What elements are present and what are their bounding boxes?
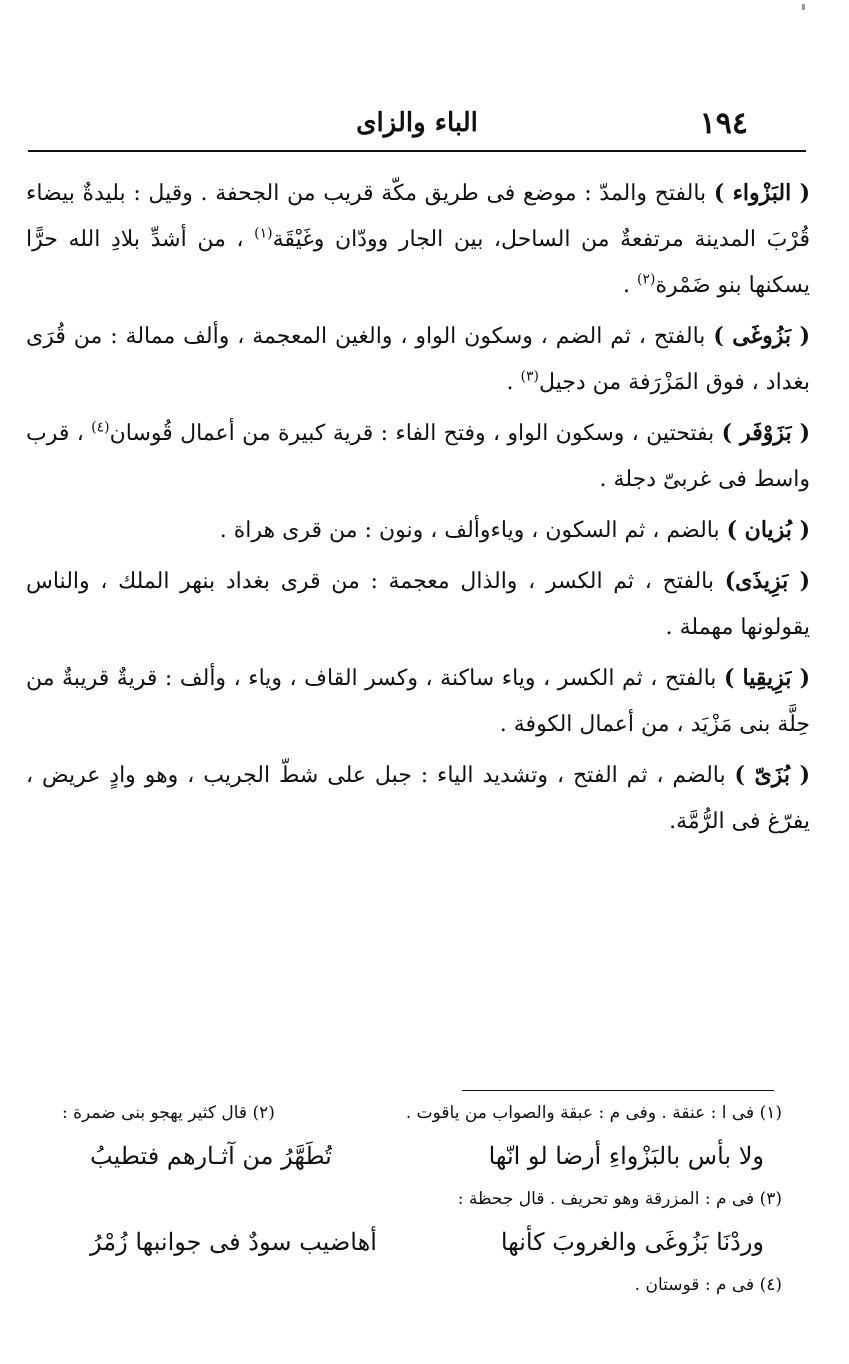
entry-text: ، من أشدِّ بلادِ الله حرًّا يسكنها بنو ضَمْرة xyxy=(26,227,810,298)
footnote-3: (٣) فى م : المزرقة وهو تحريف . قال جحظة : xyxy=(457,1189,782,1209)
entry-bazwa xyxy=(26,170,810,309)
entry-text: بالفتح ، ثم الكسر ، وياء ساكنة ، وكسر القاف ، وياء ، وألف : قريةٌ قريبةٌ من حِلَّة بنى مَزْيَد ، من أعمال الكوفة . xyxy=(26,666,810,737)
scan-speck xyxy=(802,4,805,10)
verse-line xyxy=(62,1216,782,1268)
entry-buzyan xyxy=(26,507,810,554)
page-header xyxy=(28,104,806,144)
entry-bazughi xyxy=(26,313,810,406)
footnote-line xyxy=(62,1096,782,1130)
verse-hemistich-first: وردْنَا بَزُوغَى والغروبَ كأنها xyxy=(500,1228,764,1256)
entry-text: بفتحتين ، وسكون الواو ، وفتح الفاء : قرية كبيرة من أعمال قُوسان xyxy=(109,421,722,446)
entry-headword: ( بُزَىّ ) xyxy=(734,762,810,788)
footnote-ref: (٤) xyxy=(91,419,110,436)
entry-text: بالضم ، ثم السكون ، وياءوألف ، ونون : من قرى هراة . xyxy=(219,518,727,543)
entry-text: بالضم ، ثم الفتح ، وتشديد الياء : جبل على شطّ الجريب ، وهو وادٍ عريض ، يفرّغ فى الرُّمَّة. xyxy=(26,763,810,834)
footnote-2: (٢) قال كثير يهجو بنى ضمرة : xyxy=(62,1103,275,1123)
footnote-4: (٤) فى م : قوستان . xyxy=(634,1275,782,1295)
entry-baziqiya xyxy=(26,655,810,748)
entry-headword: ( البَزْواء ) xyxy=(713,180,810,206)
verse-hemistich-second: تُطَهَّرُ من آثـارهم فتطيبُ xyxy=(90,1142,332,1170)
entry-headword: ( بَزَوْفَر ) xyxy=(721,420,810,446)
entry-text: بالفتح ، ثم الكسر ، والذال معجمة : من قرى بغداد بنهر الملك ، والناس يقولونها مهملة . xyxy=(26,569,810,640)
entry-bazawfar xyxy=(26,410,810,503)
verse-line xyxy=(62,1130,782,1182)
entry-headword: ( بَزِيذَى) xyxy=(724,568,810,594)
entry-tail: . xyxy=(506,370,521,395)
entry-baziidha xyxy=(26,558,810,651)
footnote-line xyxy=(62,1182,782,1216)
page-number: ١٩٤ xyxy=(699,106,748,141)
running-head: الباء والزاى xyxy=(356,108,478,138)
footnotes-block xyxy=(62,1096,782,1302)
verse-hemistich-second: أهاضيب سودٌ فى جوانبها زُمْرُ xyxy=(90,1228,377,1256)
entry-tail: . xyxy=(622,273,637,298)
footnote-rule xyxy=(462,1090,774,1091)
entry-text: بالفتح ، ثم الضم ، وسكون الواو ، والغين المعجمة ، وألف ممالة : من قُرَى بغداد ، فوق المَزْرَفة من دجيل xyxy=(26,324,810,395)
verse-hemistich-first: ولا بأس بالبَزْواءِ أرضا لو انّها xyxy=(488,1142,764,1170)
header-rule xyxy=(28,150,806,152)
footnote-ref: (٢) xyxy=(636,271,656,288)
entry-tail: ، قرب واسط فى غربىّ دجلة . xyxy=(26,421,810,492)
entry-buzayy xyxy=(26,752,810,845)
entry-headword: ( بَزِيقِيا ) xyxy=(723,665,811,691)
entry-headword: ( بُزيان ) xyxy=(726,517,810,543)
footnote-ref: (١) xyxy=(254,225,273,242)
footnote-line xyxy=(62,1268,782,1302)
entries-block xyxy=(26,170,810,849)
footnote-1: (١) فى ا : عنقة . وفى م : عبقة والصواب من ياقوت . xyxy=(405,1103,782,1123)
entry-headword: ( بَزُوغَى ) xyxy=(713,323,810,349)
entry-text: بالفتح والمدّ : موضع فى طريق مكّة قريب من الجحفة . وقيل : بليدةٌ بيضاء قُرْبَ المدينة مرتفعةٌ من الساحل، بين الجار وودّان وغَيْقَة xyxy=(26,181,810,252)
footnote-ref: (٣) xyxy=(520,368,539,385)
